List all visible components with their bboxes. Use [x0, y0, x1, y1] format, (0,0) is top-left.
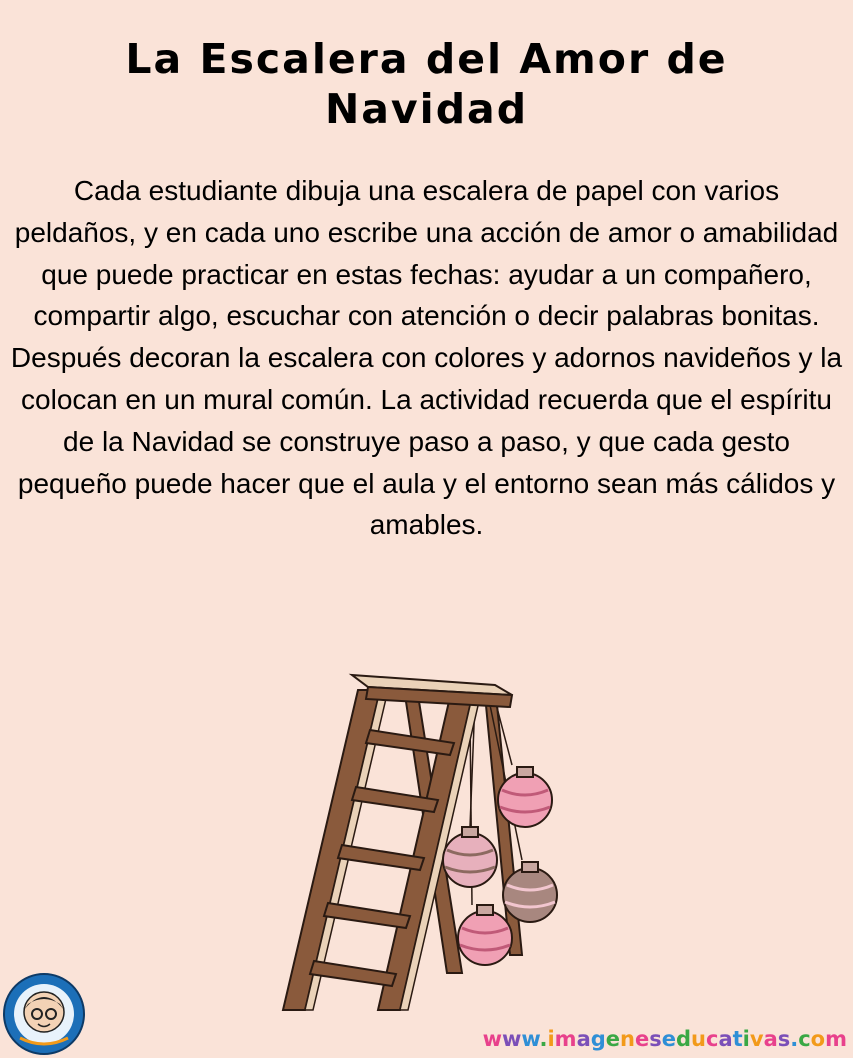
- page-title: La Escalera del Amor de Navidad: [125, 35, 728, 133]
- activity-description: Cada estudiante dibuja una escalera de papel con varios peldaños, y en cada uno escribe una acción de amor o amabilidad que puede practicar en estas fechas: ayudar a un compañero, compartir algo, escuchar con atención o decir palabras bonitas. Después decoran la escalera con colores y adornos navideños y la colocan en un mural común. La actividad recuerda que el espíritu de la Navidad se construye paso a paso, y que cada gesto pequeño puede hacer que el aula y el entorno sean más cálidos y amables.: [10, 175, 843, 541]
- imageneseducativas-logo: [2, 972, 86, 1056]
- ladder-with-ornaments-icon: [240, 655, 570, 1020]
- website-url: www.imageneseducativas.com: [482, 1027, 847, 1051]
